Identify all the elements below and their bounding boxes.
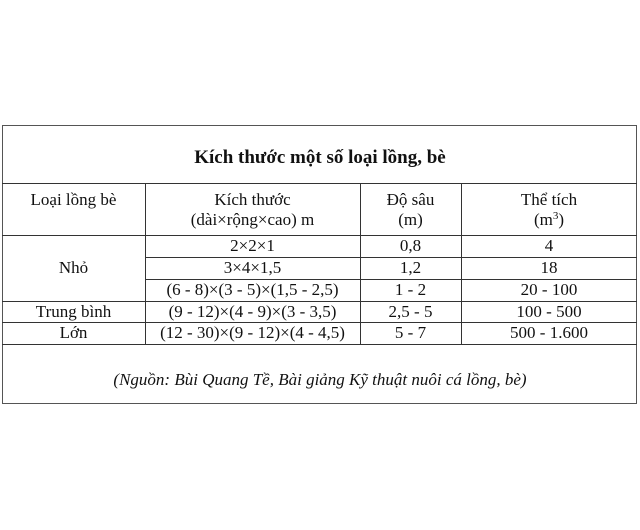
volume-close: ) xyxy=(558,210,565,229)
header-volume-line1: Thể tích xyxy=(520,190,578,209)
row-4-depth: 2,5 - 5 xyxy=(388,302,433,321)
row-2-volume: 18 xyxy=(540,258,558,277)
row-2-depth: 1,2 xyxy=(399,258,422,277)
row-5-depth: 5 - 7 xyxy=(394,323,427,342)
row-2-size: 3×4×1,5 xyxy=(223,258,282,277)
table-title: Kích thước một số loại lồng, bè xyxy=(194,147,446,168)
row-1-volume: 4 xyxy=(544,236,554,255)
row-4-size: (9 - 12)×(4 - 9)×(3 - 3,5) xyxy=(168,302,337,321)
volume-unit: (m xyxy=(533,210,553,229)
row-type-small: Nhỏ xyxy=(58,258,89,277)
header-top-line xyxy=(2,183,637,184)
source-note: (Nguồn: Bùi Quang Tề, Bài giảng Kỹ thuật nuôi cá lồng, bè) xyxy=(113,370,527,389)
row-3-volume: 20 - 100 xyxy=(520,280,578,299)
row-4-type: Trung bình xyxy=(35,302,112,321)
header-size-line1: Kích thước xyxy=(214,190,291,209)
volume-exponent: 3 xyxy=(552,210,559,222)
row-1-depth: 0,8 xyxy=(399,236,422,255)
header-volume-line2 xyxy=(461,210,637,230)
row-3-size: (6 - 8)×(3 - 5)×(1,5 - 2,5) xyxy=(166,280,339,299)
header-size-line2: (dài×rộng×cao) m xyxy=(190,210,315,229)
header-depth-line2: (m) xyxy=(398,210,423,229)
header-type: Loại lồng bè xyxy=(30,190,117,209)
row-4-volume: 100 - 500 xyxy=(516,302,582,321)
row-5-size: (12 - 30)×(9 - 12)×(4 - 4,5) xyxy=(160,323,345,342)
row-5-volume: 500 - 1.600 xyxy=(510,323,588,342)
row-5-type: Lớn xyxy=(59,323,88,342)
table-bottom-line xyxy=(2,344,637,345)
row-1-size: 2×2×1 xyxy=(230,236,275,255)
row-3-depth: 1 - 2 xyxy=(394,280,427,299)
header-depth-line1: Độ sâu xyxy=(386,190,435,209)
